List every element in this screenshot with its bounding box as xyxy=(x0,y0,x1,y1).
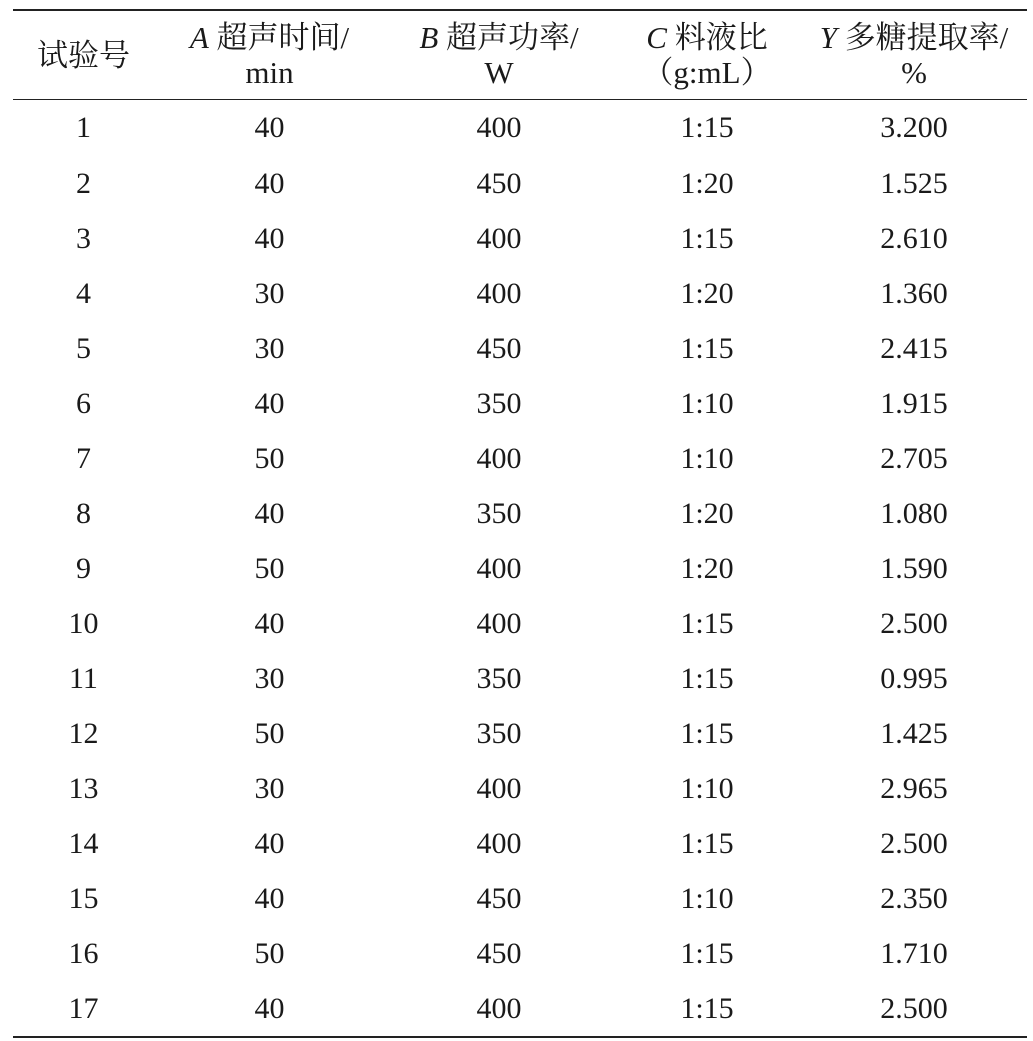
table-row xyxy=(13,266,1027,321)
power-cell: 400 xyxy=(476,771,522,805)
header-ultrasonic-time-label: 超声时间/ xyxy=(216,20,350,55)
ratio-cell: 1:20 xyxy=(680,166,734,200)
table-row xyxy=(13,211,1027,266)
yield-cell: 2.500 xyxy=(880,991,948,1025)
time-cell: 30 xyxy=(254,661,285,695)
header-var-b: B xyxy=(419,20,439,55)
power-cell: 350 xyxy=(476,496,522,530)
power-cell: 450 xyxy=(476,936,522,970)
header-ultrasonic-power-unit: W xyxy=(484,55,514,90)
ratio-cell: 1:15 xyxy=(680,221,734,255)
trial-number-cell: 4 xyxy=(76,276,91,310)
trial-number-cell: 1 xyxy=(76,111,91,144)
header-var-a: A xyxy=(189,20,209,55)
yield-cell: 2.500 xyxy=(880,606,948,640)
trial-number-cell: 9 xyxy=(76,551,91,585)
time-cell: 30 xyxy=(254,771,285,805)
yield-cell: 2.965 xyxy=(880,771,948,805)
table-row xyxy=(13,100,1027,157)
time-cell: 30 xyxy=(254,276,285,310)
table-row xyxy=(13,156,1027,211)
trial-number-cell: 16 xyxy=(68,936,99,970)
yield-cell: 1.590 xyxy=(880,551,948,585)
ratio-cell: 1:10 xyxy=(680,441,734,475)
power-cell: 450 xyxy=(476,331,522,365)
table-row xyxy=(13,706,1027,761)
ratio-cell: 1:15 xyxy=(680,606,734,640)
yield-cell: 1.360 xyxy=(880,276,948,310)
time-cell: 40 xyxy=(254,991,285,1025)
ratio-cell: 1:10 xyxy=(680,881,734,915)
trial-number-cell: 5 xyxy=(76,331,91,365)
table-row xyxy=(13,651,1027,706)
power-cell: 400 xyxy=(476,606,522,640)
power-cell: 400 xyxy=(476,276,522,310)
yield-cell: 1.425 xyxy=(880,716,948,750)
ratio-cell: 1:15 xyxy=(680,331,734,365)
header-ultrasonic-power-label: 超声功率/ xyxy=(446,20,579,55)
trial-number-cell: 13 xyxy=(68,771,99,805)
yield-cell: 2.705 xyxy=(880,441,948,475)
header-polysaccharide-yield-unit: % xyxy=(901,55,927,90)
ratio-cell: 1:10 xyxy=(680,386,734,420)
yield-cell: 1.915 xyxy=(880,386,948,420)
power-cell: 400 xyxy=(476,551,522,585)
header-var-y: Y xyxy=(819,20,837,55)
power-cell: 400 xyxy=(476,826,522,860)
time-cell: 30 xyxy=(254,331,285,365)
ratio-cell: 1:20 xyxy=(680,276,734,310)
power-cell: 400 xyxy=(476,111,522,144)
table-row xyxy=(13,596,1027,651)
trial-number-cell: 6 xyxy=(76,386,91,420)
table-body xyxy=(13,100,1027,1038)
header-ultrasonic-time-unit: min xyxy=(245,55,294,90)
power-cell: 450 xyxy=(476,166,522,200)
yield-cell: 2.415 xyxy=(880,331,948,365)
time-cell: 40 xyxy=(254,386,285,420)
power-cell: 350 xyxy=(476,661,522,695)
power-cell: 350 xyxy=(476,386,522,420)
table-row xyxy=(13,871,1027,926)
time-cell: 40 xyxy=(254,606,285,640)
power-cell: 400 xyxy=(476,991,522,1025)
table-row xyxy=(13,431,1027,486)
yield-cell: 2.350 xyxy=(880,881,948,915)
yield-cell: 2.500 xyxy=(880,826,948,860)
trial-number-cell: 3 xyxy=(76,221,91,255)
header-solid-liquid-ratio-unit: （g:mL） xyxy=(642,55,772,90)
table-row xyxy=(13,541,1027,596)
experiment-design-table xyxy=(13,9,1027,1038)
header-solid-liquid-ratio xyxy=(613,10,801,100)
header-polysaccharide-yield-label: 多糖提取率/ xyxy=(844,20,1009,55)
ratio-cell: 1:15 xyxy=(680,111,734,144)
trial-number-cell: 12 xyxy=(68,716,99,750)
trial-number-cell: 17 xyxy=(68,991,99,1025)
table-row xyxy=(13,981,1027,1037)
yield-cell: 1.710 xyxy=(880,936,948,970)
ratio-cell: 1:15 xyxy=(680,936,734,970)
header-ultrasonic-power xyxy=(385,10,613,100)
time-cell: 40 xyxy=(254,166,285,200)
header-polysaccharide-yield xyxy=(801,10,1027,100)
table-header xyxy=(13,10,1027,100)
table-row xyxy=(13,321,1027,376)
header-trial-number-label: 试验号 xyxy=(37,37,130,73)
header-solid-liquid-ratio-label: 料液比 xyxy=(674,20,768,55)
ratio-cell: 1:15 xyxy=(680,716,734,750)
time-cell: 50 xyxy=(254,551,285,585)
yield-cell: 3.200 xyxy=(880,111,948,144)
ratio-cell: 1:15 xyxy=(680,826,734,860)
ratio-cell: 1:20 xyxy=(680,551,734,585)
trial-number-cell: 15 xyxy=(68,881,99,915)
header-row xyxy=(13,10,1027,100)
trial-number-cell: 2 xyxy=(76,166,91,200)
header-var-c: C xyxy=(646,20,667,55)
power-cell: 400 xyxy=(476,441,522,475)
yield-cell: 0.995 xyxy=(880,661,948,695)
trial-number-cell: 11 xyxy=(69,661,98,695)
trial-number-cell: 8 xyxy=(76,496,91,530)
ratio-cell: 1:10 xyxy=(680,771,734,805)
trial-number-cell: 7 xyxy=(76,441,91,475)
time-cell: 40 xyxy=(254,111,285,144)
time-cell: 40 xyxy=(254,881,285,915)
yield-cell: 2.610 xyxy=(880,221,948,255)
table-row xyxy=(13,761,1027,816)
time-cell: 40 xyxy=(254,496,285,530)
time-cell: 40 xyxy=(254,221,285,255)
time-cell: 50 xyxy=(254,716,285,750)
header-ultrasonic-time xyxy=(154,10,385,100)
power-cell: 450 xyxy=(476,881,522,915)
ratio-cell: 1:15 xyxy=(680,991,734,1025)
table-row xyxy=(13,486,1027,541)
yield-cell: 1.080 xyxy=(880,496,948,530)
trial-number-cell: 14 xyxy=(68,826,99,860)
table-row xyxy=(13,376,1027,431)
experiment-table-container xyxy=(13,9,1027,1038)
ratio-cell: 1:20 xyxy=(680,496,734,530)
time-cell: 40 xyxy=(254,826,285,860)
power-cell: 400 xyxy=(476,221,522,255)
table-row xyxy=(13,926,1027,981)
power-cell: 350 xyxy=(476,716,522,750)
trial-number-cell: 10 xyxy=(68,606,99,640)
time-cell: 50 xyxy=(254,936,285,970)
header-trial-number xyxy=(13,10,154,100)
ratio-cell: 1:15 xyxy=(680,661,734,695)
yield-cell: 1.525 xyxy=(880,166,948,200)
table-row xyxy=(13,816,1027,871)
time-cell: 50 xyxy=(254,441,285,475)
